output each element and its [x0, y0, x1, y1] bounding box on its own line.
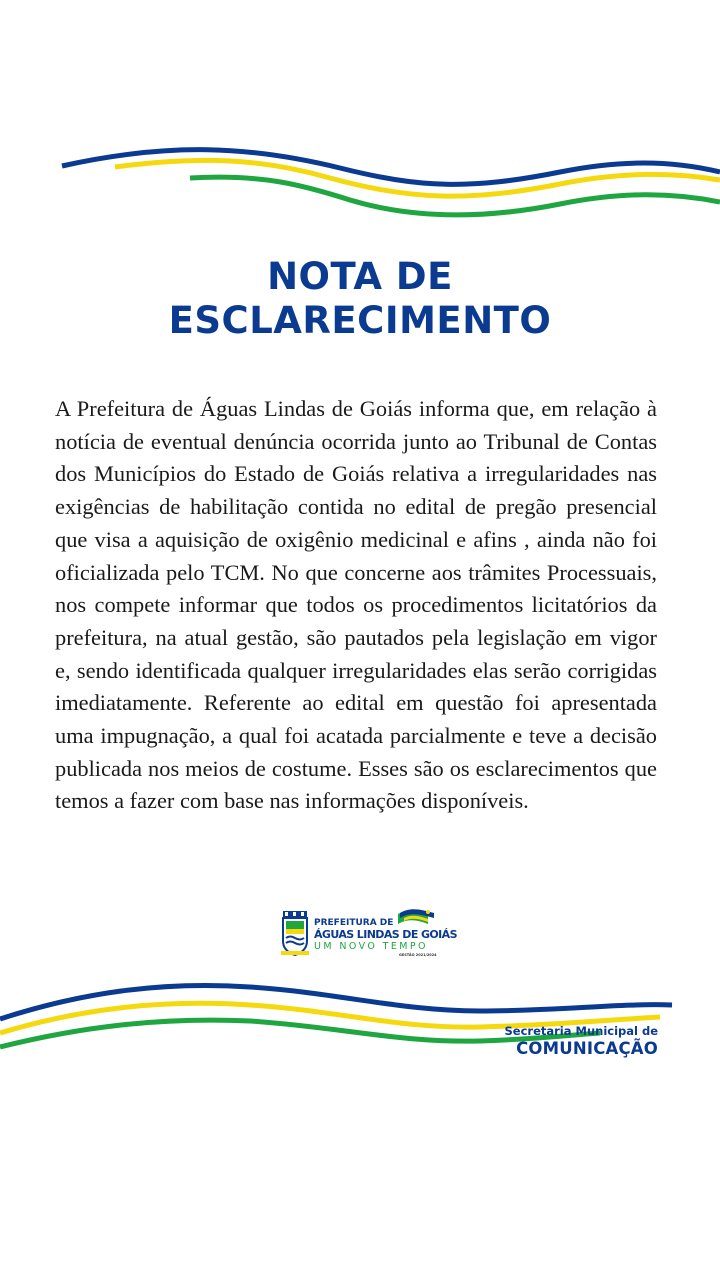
prefeitura-logo [281, 908, 457, 960]
crest-icon [281, 911, 309, 957]
top-wave-decoration [0, 140, 720, 230]
logo-slogan: UM NOVO TEMPO [314, 941, 428, 952]
secretaria-label: Secretaria Municipal de [504, 1024, 658, 1038]
title-line-1: NOTA DE [267, 255, 453, 298]
flag-icon [398, 908, 436, 928]
logo-city-name: ÁGUAS LINDAS DE GOIÁS [314, 928, 457, 941]
secretaria-signature [505, 1024, 659, 1059]
title-line-2: ESCLARECIMENTO [168, 299, 552, 342]
logo-prefeitura-label: PREFEITURA DE [314, 918, 394, 928]
page-title [0, 255, 720, 343]
body-text: A Prefeitura de Águas Lindas de Goiás informa que, em relação à notícia de eventual denúncia ocorrida junto ao Tribunal de Contas dos Municípios do Estado de Goiás relativa a irregularidades nas exigências de habilitação contida no edital de pregão presencial que visa a aquisição de oxigênio medicinal e afins , ainda não foi oficializada pelo TCM. No que concerne aos trâmites Processuais, nos compete informar que todos os procedimentos licitatórios da prefeitura, na atual gestão, são pautados pela legislação em vigor e, sendo identificada qualquer irregularidades elas serão corrigidas imediatamente. Referente ao edital em questão foi apresentada uma impugnação, a qual foi acatada parcialmente e teve a decisão publicada nos meios de costume. Esses são os esclarecimentos que temos a fazer com base nas informações disponíveis. [55, 396, 657, 814]
logo-gestao: GESTÃO 2021/2024 [399, 953, 437, 957]
secretaria-department: COMUNICAÇÃO [516, 1039, 658, 1058]
